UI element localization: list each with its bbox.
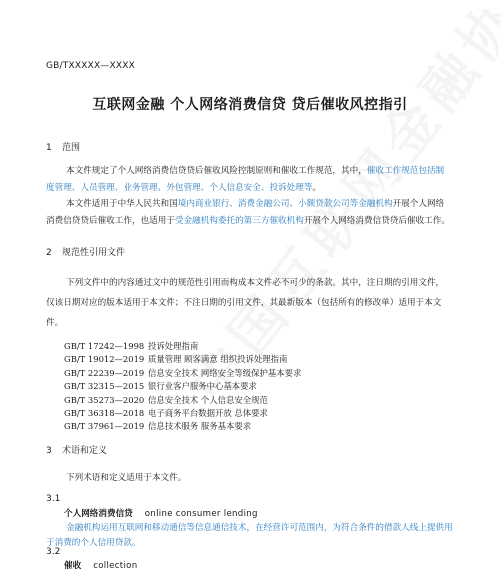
- reference-code: GB/T 22239—2019: [64, 367, 145, 378]
- reference-item: [64, 380, 301, 393]
- section-1-p1-highlight: 催收工作规范包括制度管理、人员管理、业务管理、外包管理、个人信息安全、投诉处理等: [46, 166, 445, 193]
- reference-code: GB/T 35273—2020: [64, 394, 145, 405]
- reference-code: GB/T 32315—2015: [64, 381, 145, 392]
- reference-code: GB/T 36318—2018: [64, 408, 145, 419]
- reference-item: [64, 420, 301, 433]
- reference-name: 信息安全技术 网络安全等级保护基本要求: [148, 367, 302, 378]
- section-3-title: 术语和定义: [62, 446, 108, 456]
- reference-list: [64, 340, 301, 434]
- term-name-en: online consumer lending: [144, 509, 258, 519]
- term-name-en: collection: [93, 561, 138, 571]
- section-1-p2-end: 开展个人网络消费信贷贷后催收工作。: [303, 215, 450, 226]
- reference-code: GB/T 19012—2019: [64, 354, 145, 365]
- term-name: [64, 559, 137, 571]
- reference-item: [64, 367, 301, 380]
- term-number: 3.2: [46, 547, 61, 557]
- section-1-p1-end: 。: [312, 182, 322, 193]
- reference-item: [64, 340, 301, 353]
- reference-name: 银行业客户服务中心基本要求: [148, 381, 257, 392]
- term-name-zh: 催收: [64, 561, 82, 571]
- document-title: 互联网金融 个人网络消费信贷 贷后催收风控指引: [92, 97, 408, 113]
- term-name-zh: 个人网络消费信贷: [64, 509, 133, 519]
- reference-name: 信息安全技术 个人信息安全规范: [148, 394, 268, 405]
- section-1-paragraph-1: [46, 163, 451, 196]
- section-1-p2-text: 本文件适用于中华人民共和国: [66, 199, 178, 209]
- section-1-p2-highlight-1: 境内商业银行、消费金融公司、小额贷款公司等金融机构: [177, 199, 393, 209]
- section-2-paragraph: 下列文件中的内容通过文中的规范性引用而构成本文件必不可少的条款。其中，注日期的引用文件，仅该日期对应的版本适用于本文件；不注日期的引用文件，其最新版本（包括所有的修改单）适用于本文件。: [46, 278, 445, 328]
- section-3-intro: 下列术语和定义适用于本文件。: [66, 473, 187, 483]
- section-1-number: 1: [46, 143, 52, 153]
- section-2-heading: [46, 245, 125, 258]
- reference-code: GB/T 37961—2019: [64, 421, 145, 432]
- reference-name: 电子商务平台数据开放 总体要求: [148, 408, 268, 419]
- section-2-number: 2: [46, 248, 52, 258]
- section-1-title: 范围: [62, 143, 81, 153]
- term-name: [64, 507, 258, 519]
- reference-item: [64, 353, 301, 366]
- section-3-number: 3: [46, 446, 52, 456]
- section-1-heading: [46, 140, 80, 153]
- term-number: 3.1: [46, 494, 61, 504]
- section-3-heading: [46, 443, 107, 456]
- document-id: GB/TXXXXX—XXXX: [46, 61, 135, 71]
- reference-name: 投诉处理指南: [148, 341, 199, 351]
- section-1-p2-text-2: 开展个人网络消费信贷贷后催收工作，也适用于: [46, 199, 445, 226]
- term-definition: 金融机构运用互联网和移动通信等信息通信技术，在经营许可范围内，为符合条件的借款人线上提供用于消费的个人信用贷款。: [46, 523, 453, 548]
- section-1-p1-text: 本文件规定了个人网络消费信贷贷后催收风险控制原则和催收工作规范，其中，: [66, 166, 367, 176]
- section-1-paragraph-2: [46, 196, 451, 229]
- reference-name: 质量管理 顾客满意 组织投诉处理指南: [148, 354, 288, 365]
- reference-name: 信息技术服务 服务基本要求: [148, 421, 252, 432]
- reference-code: GB/T 17242—1998: [64, 341, 145, 351]
- section-1-p2-highlight-2: 受金融机构委托的第三方催收机构: [174, 215, 304, 226]
- section-2-title: 规范性引用文件: [62, 248, 126, 258]
- reference-item: [64, 407, 301, 420]
- reference-item: [64, 394, 301, 407]
